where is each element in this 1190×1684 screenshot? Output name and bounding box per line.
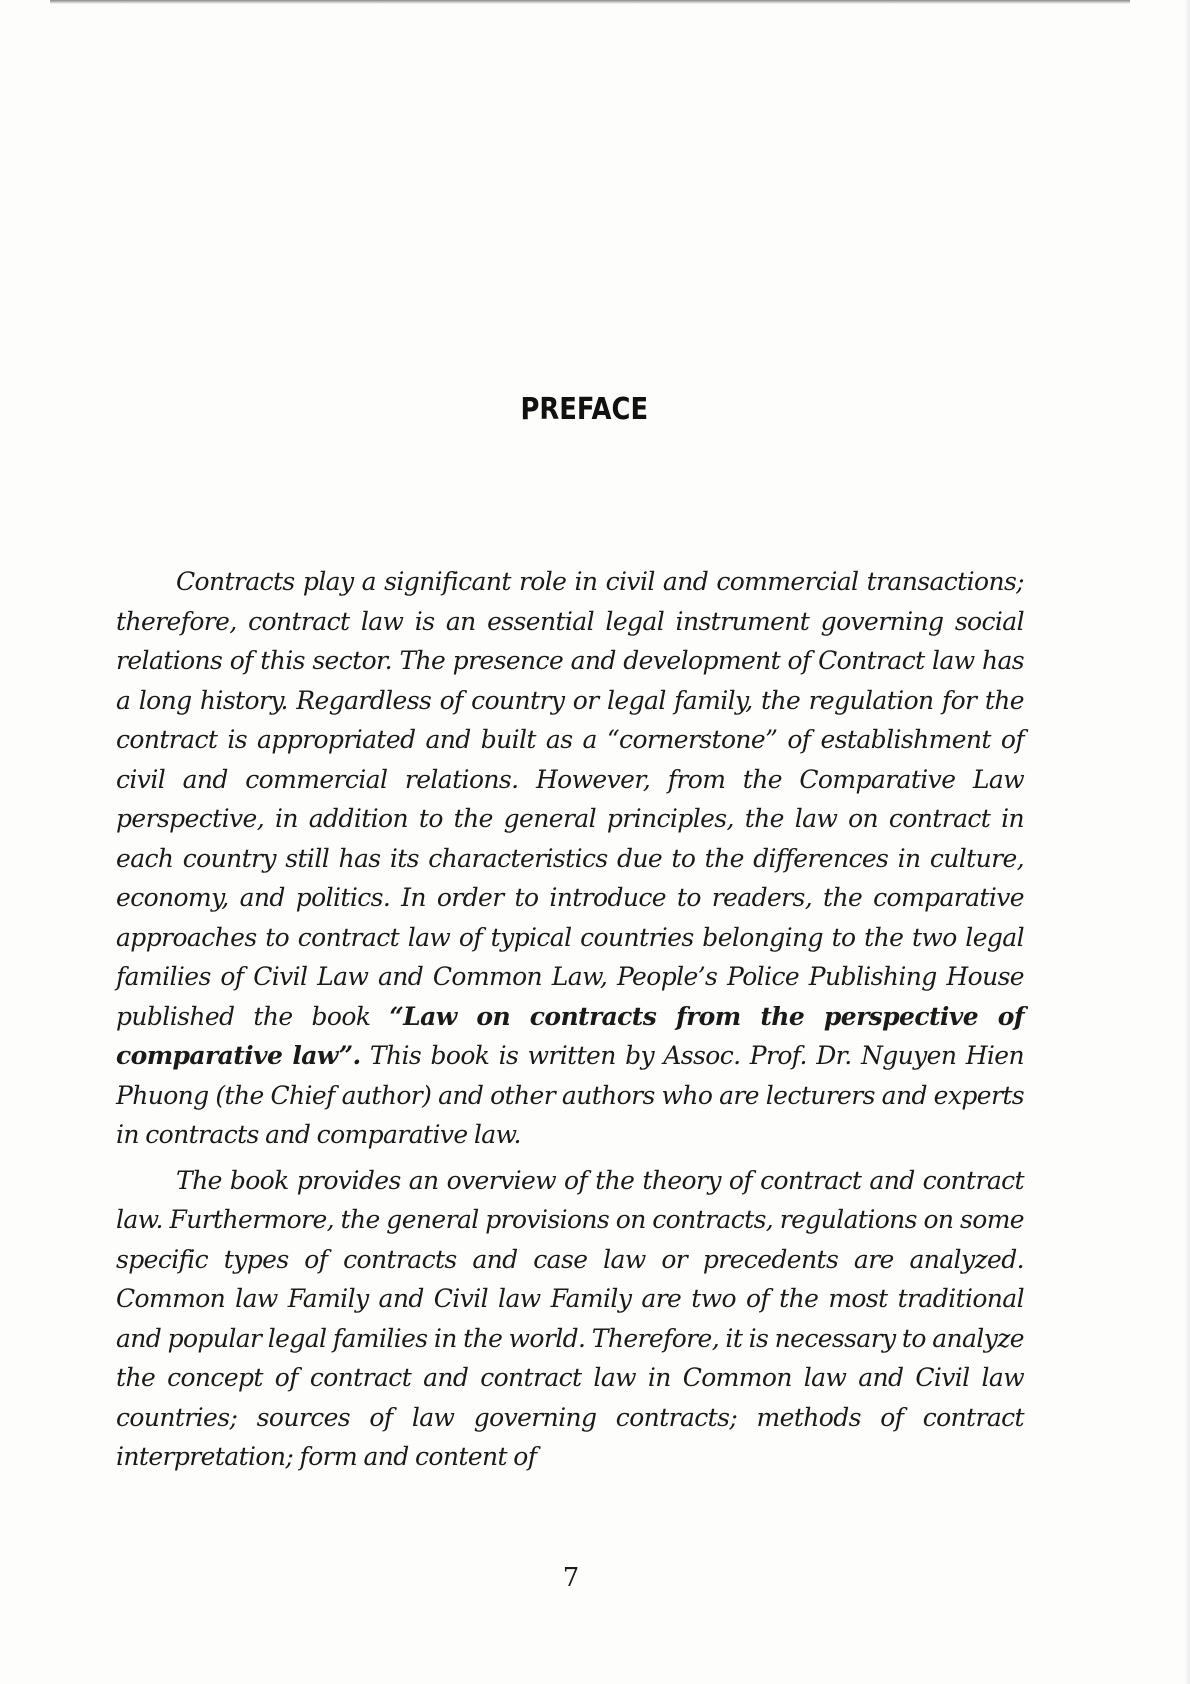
paragraph-1-text-end: This book is written by Assoc. Prof. Dr. Nguyen Hien Phuong (the Chief author) and other authors who are lecturers and experts in contracts and comparative law.: [116, 1041, 1024, 1149]
paragraph-1-text-start: Contracts play a significant role in civil and commercial transactions; therefore, contract law is an essential legal instrument governing social relations of this sector. The presence and development of Contract law has a long history. Regardless of country or legal family, the regulation for the contract is appropriated and built as a “cornerstone” of establishment of civil and commercial relations. However, from the Comparative Law perspective, in addition to the general principles, the law on contract in each country still has its characteristics due to the differences in culture, economy, and politics. In order to introduce to readers, the comparative approaches to contract law of typical countries belonging to the two legal families of Civil Law and Common Law, People’s Police Publishing House published the book: [116, 567, 1024, 1031]
scan-right-edge: [1184, 0, 1190, 1684]
paragraph-2: The book provides an overview of the theory of contract and contract law. Furthermore, the general provisions on contracts, regulations on some specific types of contracts and case law or precedents are analyzed. Common law Family and Civil law Family are two of the most traditional and popular legal families in the world. Therefore, it is necessary to analyze the concept of contract and contract law in Common law and Civil law countries; sources of law governing contracts; methods of contract interpretation; form and content of: [116, 1165, 1024, 1471]
book-title-bold: “Law on contracts from the perspective of comparative law”.: [116, 1001, 1024, 1070]
page-title: PREFACE: [520, 392, 649, 427]
page-number: 7: [562, 1563, 580, 1593]
body-text: [116, 562, 1024, 1483]
paragraph-1: [116, 562, 1024, 1155]
scan-top-edge: [50, 0, 1130, 4]
